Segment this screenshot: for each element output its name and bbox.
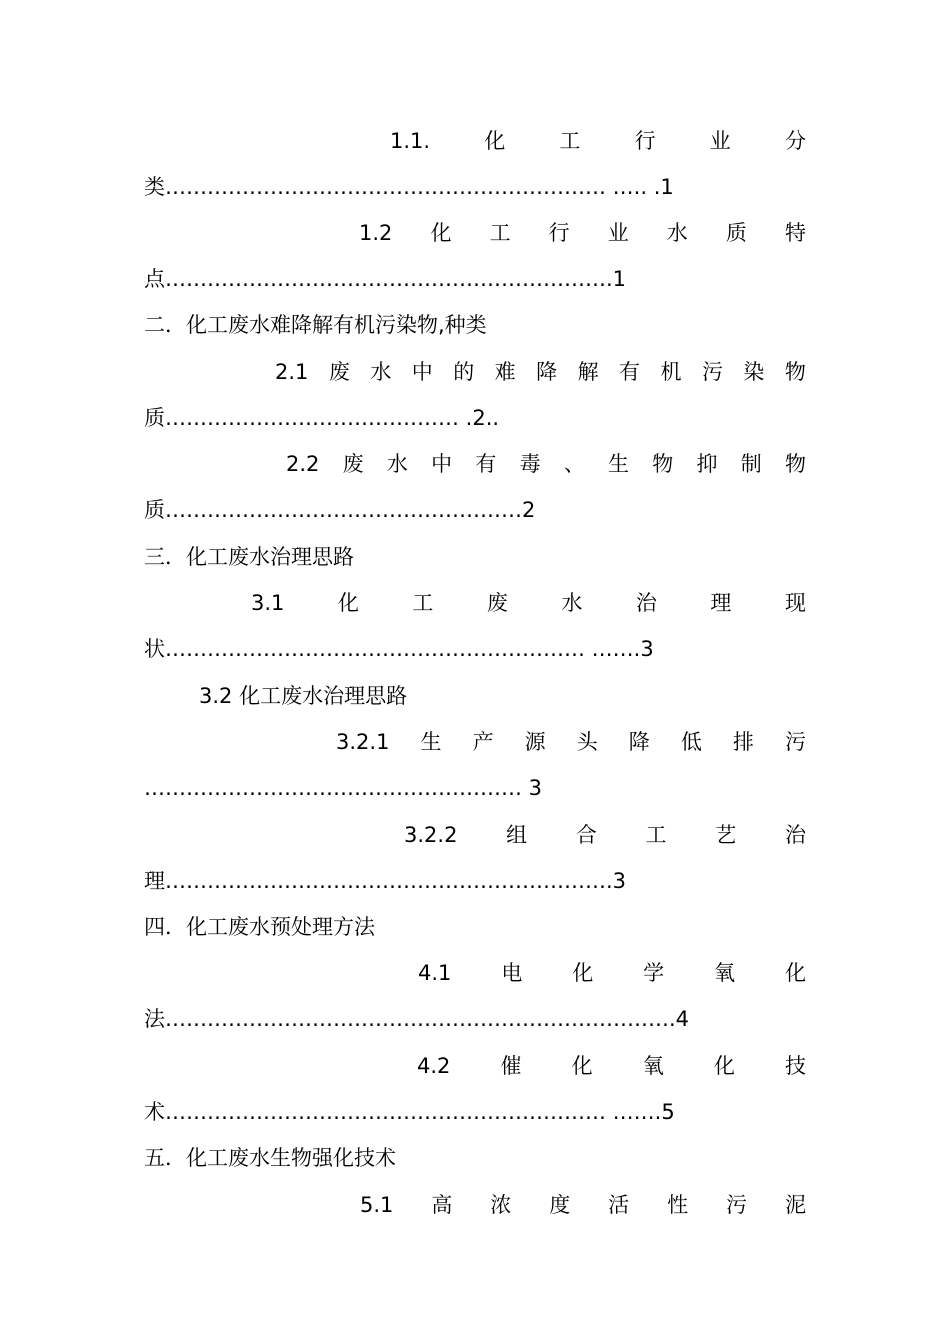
toc-char: 的	[453, 360, 475, 384]
toc-char: 抑	[696, 452, 718, 476]
toc-char: 艺	[715, 823, 737, 847]
toc-char: 行	[634, 129, 656, 153]
toc-entry-2-2[interactable]	[286, 449, 806, 479]
toc-char: 解	[577, 360, 599, 384]
toc-number: 3.1	[251, 591, 285, 615]
toc-char: 化	[484, 129, 506, 153]
toc-char: 化	[713, 1054, 735, 1078]
toc-heading-3[interactable]: 三．化工废水治理思路	[144, 545, 354, 569]
toc-entry-2-2-leader: 质……………………………………………2	[144, 498, 536, 522]
toc-entry-3-2-1[interactable]	[336, 727, 806, 757]
toc-char: 低	[680, 730, 702, 754]
toc-char: 泥	[784, 1193, 806, 1217]
toc-char: 度	[549, 1193, 571, 1217]
toc-char: 业	[607, 221, 629, 245]
toc-entry-3-2-2[interactable]	[404, 820, 806, 850]
toc-entry-3-2[interactable]: 3.2 化工废水治理思路	[199, 684, 408, 708]
toc-char: 废	[342, 452, 364, 476]
toc-char: 中	[411, 360, 433, 384]
toc-char: 工	[559, 129, 581, 153]
toc-char: 理	[710, 591, 732, 615]
toc-number: 3.2.2	[404, 823, 458, 847]
toc-char: 特	[784, 221, 806, 245]
toc-char: 技	[784, 1054, 806, 1078]
toc-char: 高	[431, 1193, 453, 1217]
toc-number: 5.1	[360, 1193, 394, 1217]
toc-char: 合	[575, 823, 597, 847]
toc-number: 4.2	[417, 1054, 451, 1078]
toc-char: 染	[743, 360, 765, 384]
toc-char: 工	[645, 823, 667, 847]
toc-char: 组	[506, 823, 528, 847]
toc-char: 电	[501, 961, 523, 985]
toc-entry-1-2[interactable]	[359, 218, 806, 248]
toc-char: 水	[370, 360, 392, 384]
toc-char: 物	[784, 452, 806, 476]
toc-char: 废	[486, 591, 508, 615]
toc-char: 治	[784, 823, 806, 847]
toc-char: 行	[548, 221, 570, 245]
toc-char: 头	[576, 730, 598, 754]
toc-char: 水	[386, 452, 408, 476]
toc-char: 化	[784, 961, 806, 985]
toc-entry-1-2-leader: 点……………………………………………………….1	[144, 267, 627, 291]
toc-number: 3.2.1	[336, 730, 390, 754]
toc-char: 催	[500, 1054, 522, 1078]
toc-heading-5[interactable]: 五．化工废水生物强化技术	[144, 1146, 396, 1170]
toc-char: 中	[431, 452, 453, 476]
toc-char: 降	[536, 360, 558, 384]
toc-char: 浓	[490, 1193, 512, 1217]
toc-char: 物	[784, 360, 806, 384]
toc-number: 1.2	[359, 221, 393, 245]
toc-char: 难	[494, 360, 516, 384]
toc-char: 有	[475, 452, 497, 476]
toc-char: 污	[784, 730, 806, 754]
toc-char: 产	[472, 730, 494, 754]
toc-char: 化	[337, 591, 359, 615]
toc-entry-2-1[interactable]	[275, 357, 806, 387]
toc-char: 、	[563, 452, 585, 476]
toc-char: 性	[667, 1193, 689, 1217]
toc-char: 污	[726, 1193, 748, 1217]
toc-char: 废	[328, 360, 350, 384]
toc-char: 现	[784, 591, 806, 615]
toc-char: 水	[561, 591, 583, 615]
toc-number: 1.1.	[390, 129, 431, 153]
toc-char: 化	[430, 221, 452, 245]
toc-char: 活	[608, 1193, 630, 1217]
toc-char: 有	[619, 360, 641, 384]
toc-number: 4.1	[418, 961, 452, 985]
toc-entry-1-1-leader: 类……………………………………………………… ….. .1	[144, 175, 674, 199]
toc-char: 治	[635, 591, 657, 615]
toc-char: 生	[420, 730, 442, 754]
toc-char: 污	[701, 360, 723, 384]
toc-char: 降	[628, 730, 650, 754]
toc-char: 化	[571, 1054, 593, 1078]
toc-char: 学	[643, 961, 665, 985]
toc-entry-3-2-1-leader: ……………………………………………… 3	[144, 776, 543, 800]
toc-char: 氧	[642, 1054, 664, 1078]
toc-heading-4[interactable]: 四．化工废水预处理方法	[144, 915, 375, 939]
toc-char: 水	[666, 221, 688, 245]
toc-entry-3-1-leader: 状…………………………………………………… …….3	[144, 637, 654, 661]
toc-entry-4-2-leader: 术……………………………………………………… …….5	[144, 1100, 675, 1124]
toc-char: 源	[524, 730, 546, 754]
toc-char: 机	[660, 360, 682, 384]
toc-char: 毒	[519, 452, 541, 476]
toc-entry-1-1[interactable]	[390, 126, 806, 156]
toc-char: 业	[709, 129, 731, 153]
toc-char: 分	[784, 129, 806, 153]
toc-char: 排	[732, 730, 754, 754]
toc-entry-3-1[interactable]	[251, 588, 806, 618]
toc-entry-4-2[interactable]	[417, 1051, 806, 1081]
toc-char: 质	[725, 221, 747, 245]
toc-number: 2.2	[286, 452, 320, 476]
toc-char: 制	[740, 452, 762, 476]
toc-char: 物	[652, 452, 674, 476]
toc-char: 生	[608, 452, 630, 476]
toc-char: 工	[489, 221, 511, 245]
toc-entry-2-1-leader: 质…………………………………… .2..	[144, 406, 500, 430]
toc-char: 工	[412, 591, 434, 615]
toc-heading-2[interactable]: 二．化工废水难降解有机污染物,种类	[144, 313, 487, 337]
toc-entry-4-1[interactable]	[418, 958, 806, 988]
toc-entry-3-2-2-leader: 理……………………………………………………….3	[144, 869, 627, 893]
toc-entry-5-1[interactable]	[360, 1190, 806, 1220]
toc-number: 2.1	[275, 360, 309, 384]
toc-char: 氧	[714, 961, 736, 985]
toc-char: 化	[572, 961, 594, 985]
toc-entry-4-1-leader: 法……………………………………………………………….4	[144, 1007, 690, 1031]
